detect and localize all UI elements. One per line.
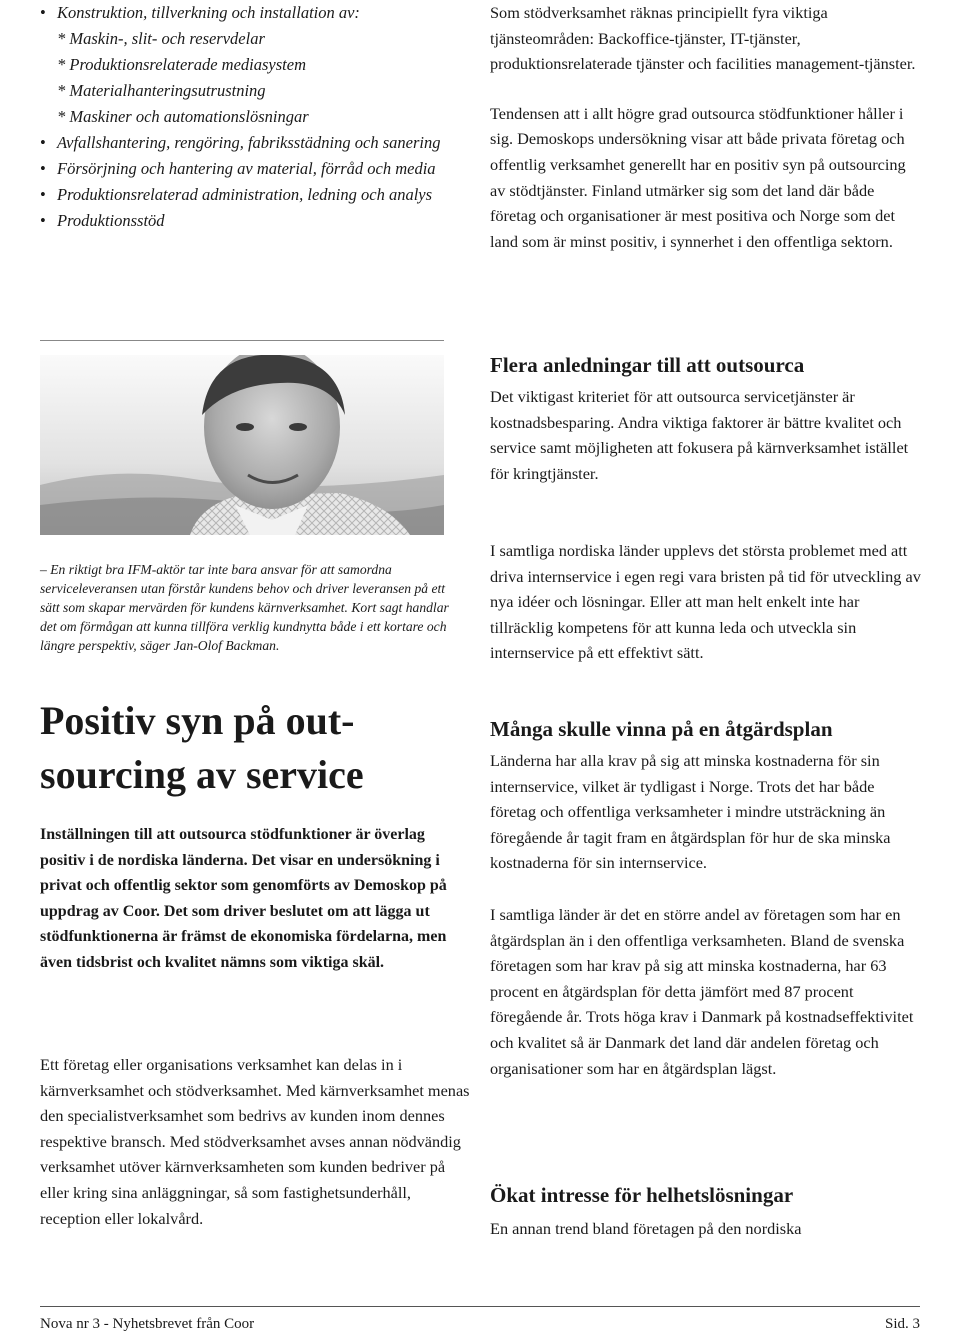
paragraph: Länderna har alla krav på sig att minska kostnaderna för sin internservice, vilket är tydligast i Norge. Trots det har både företag och offentliga verksamheter i mindre utsträckning än föregående år tagit fram en åtgärdsplan för hur de ska minska kostnaderna för sin internservice.	[490, 751, 891, 873]
bullet-item: • Produktionsstöd	[40, 208, 464, 234]
paragraph: Tendensen att i allt högre grad outsourca stödfunktioner håller i sig. Demoskops undersökning visar att både privata företag och offentlig verksamhet generellt har en positiv syn på outsourcing av stödtjänster. Finland utmärker sig som det land där både företag och organisationer är mest positiva och Norge som det land som är minst positiv, i synnerhet i den offentliga sektorn.	[490, 103, 906, 251]
left-body-text	[40, 1052, 472, 1231]
photo-caption-quote: – En riktigt bra IFM-aktör tar inte bara ansvar för att samordna serviceleveransen utan förstår kundens behov och driver leveransen på ett sätt som skapar mervärden för kundens kärnverksamhet. Kort sagt handlar det om förmågan att kunna tillföra verklig kundnytta både i ett kortare och längre perspektiv, säger Jan-Olof Backman.	[40, 562, 449, 653]
right-paragraph-problem	[490, 538, 924, 666]
sub-item: * Produktionsrelaterade mediasystem	[57, 55, 306, 74]
lead-paragraph: Inställningen till att outsourca stödfunktioner är överlag positiv i de nordiska länderna. Det visar en undersökning i privat och offentlig sektor som genomförts av Demoskop på uppdrag av Coor. Det som driver beslutet om att lägga ut stödfunktionerna är främst de ekonomiska fördelarna, men även tidsbrist och kvalitet nämns som viktiga skäl.	[40, 826, 447, 971]
sub-item: * Maskiner och automationslösningar	[57, 107, 309, 126]
portrait-photo	[40, 355, 444, 535]
subheading-action-plan: Många skulle vinna på en åtgärdsplan	[490, 717, 833, 741]
bullet-item: • Produktionsrelaterad administration, ledning och analys	[40, 182, 464, 208]
service-bullet-list	[40, 0, 464, 234]
paragraph: I samtliga länder är det en större andel av företagen som har en åtgärdsplan än i den offentliga verksamheten. Bland de svenska företagen som har krav på sig att minska kostnaderna, har 63 procent en åtgärdsplan för detta jämfört med 87 procent föregående år. Trots höga krav i Danmark på kostnadseffektivitet och kvalitet så är Danmark det land där andelen företag och organisationer som har en åtgärdsplan lägst.	[490, 904, 914, 1078]
bullet-item: • Försörjning och hantering av material, förråd och media	[40, 156, 464, 182]
headline-line: sourcing av service	[40, 752, 364, 797]
headline-line: Positiv syn på out-	[40, 698, 355, 743]
right-paragraph-trend	[490, 1216, 924, 1242]
paragraph: En annan trend bland företagen på den nordiska	[490, 1219, 802, 1238]
subheading-reasons: Flera anledningar till att outsourca	[490, 353, 805, 377]
right-column-text	[490, 0, 924, 254]
paragraph: Det viktigast kriteriet för att outsourca servicetjänster är kostnadsbesparing. Andra viktiga faktorer är bättre kvalitet och service samt möjligheten att fokusera på kärnverksamhet istället för kringtjänster.	[490, 387, 909, 483]
portrait-illustration	[40, 355, 444, 535]
paragraph: Som stödverksamhet räknas principiellt fyra viktiga tjänsteområden: Backoffice-tjänster, IT-tjänster, produktionsrelaterade tjänster och facilities management-tjänster.	[490, 3, 916, 74]
sub-item: * Materialhanteringsutrustning	[57, 81, 266, 100]
right-paragraph-reasons	[490, 384, 924, 486]
paragraph: Ett företag eller organisations verksamhet kan delas in i kärnverksamhet och stödverksamhet. Med kärnverksamhet menas den specialistverksamhet som bedrivs av kunden inom dennes respektive bransch. Med stödverksamhet avses annan nödvändig verksamhet utöver kärnverksamheten som kunden bedriver på eller kring sina anläggningar, så som fastighetsunderhåll, reception eller lokalvård.	[40, 1055, 470, 1228]
bullet-item: • Konstruktion, tillverkning och installation av: * Maskin-, slit- och reservdelar * Produktionsrelaterade mediasystem * Materialhanteringsutrustning * Maskiner och automationslösningar	[40, 0, 464, 130]
paragraph: I samtliga nordiska länder upplevs det största problemet med att driva internservice i egen regi vara bristen på tid för utveckling av nya idéer och lösningar. Eller att man helt enkelt inte har tillräcklig kompetens för att kunna leda och utveckla sin internservice på ett effektivt sätt.	[490, 541, 921, 663]
right-paragraph-action-plan	[490, 748, 924, 1081]
sub-item: * Maskin-, slit- och reservdelar	[57, 29, 265, 48]
footer-page-number: Sid. 3	[884, 1316, 920, 1332]
bullet-item: • Avfallshantering, rengöring, fabriksstädning och sanering	[40, 130, 464, 156]
section-divider	[40, 340, 444, 341]
article-headline	[40, 694, 480, 802]
subheading-total-solutions: Ökat intresse för helhetslösningar	[490, 1183, 794, 1207]
sub-list	[57, 26, 464, 130]
footer-divider	[40, 1306, 920, 1307]
footer-publication: Nova nr 3 - Nyhetsbrevet från Coor	[40, 1316, 255, 1332]
